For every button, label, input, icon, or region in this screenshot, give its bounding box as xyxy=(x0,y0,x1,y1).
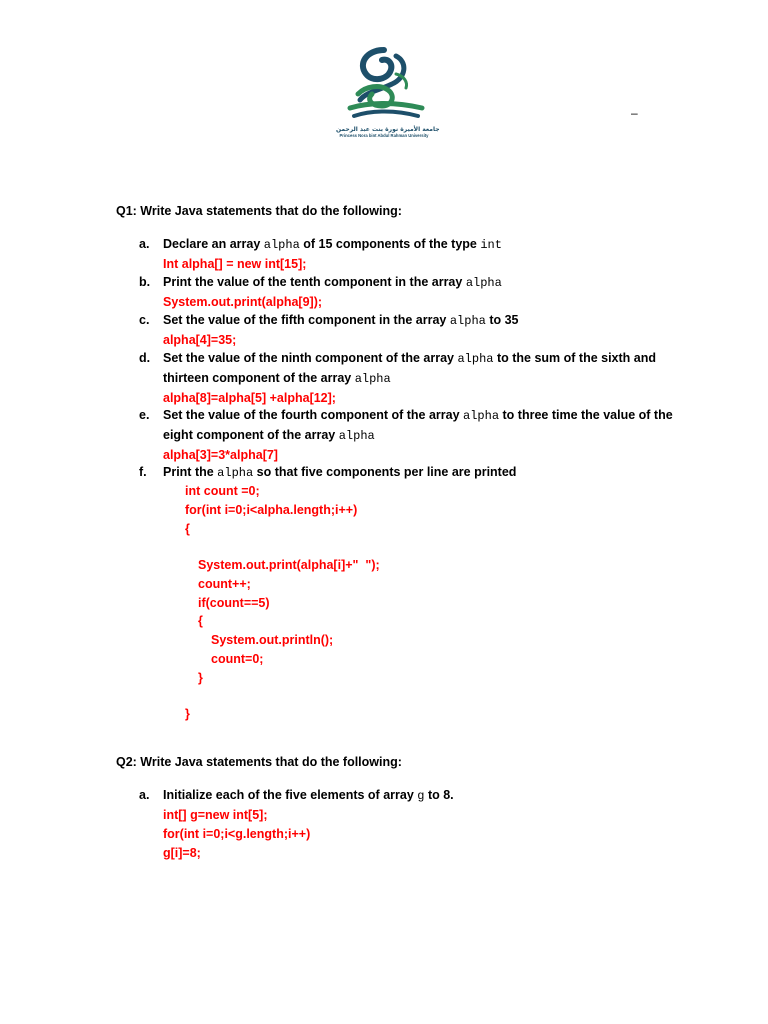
item-label: a. xyxy=(139,237,150,251)
q1-item-f xyxy=(139,463,699,483)
item-text: Set the value of the fourth component of the array xyxy=(163,408,464,422)
header-dash: – xyxy=(631,106,638,120)
item-label: a. xyxy=(139,788,150,802)
item-label: d. xyxy=(139,351,151,365)
item-label: b. xyxy=(139,275,151,289)
code-word: alpha xyxy=(217,466,254,480)
q1-item-e xyxy=(139,406,699,465)
code-line: } xyxy=(198,671,203,685)
code-word: alpha xyxy=(463,409,500,423)
item-text: so that five components per line are printed xyxy=(253,465,517,479)
answer-text: g[i]=8; xyxy=(163,846,201,860)
code-line: for(int i=0;i<alpha.length;i++) xyxy=(185,503,358,517)
item-text: to 35 xyxy=(485,313,519,327)
item-label: e. xyxy=(139,408,150,422)
logo-emblem-icon xyxy=(336,44,432,126)
code-word: alpha xyxy=(449,314,486,328)
code-line: { xyxy=(198,614,203,628)
item-text: Print the xyxy=(163,465,218,479)
item-text: Print the value of the tenth component in the array xyxy=(163,275,466,289)
answer-text: alpha[3]=3*alpha[7] xyxy=(163,448,278,462)
code-line: System.out.println(); xyxy=(211,633,334,647)
code-word: alpha xyxy=(338,429,375,443)
answer-text: alpha[8]=alpha[5] +alpha[12]; xyxy=(163,391,336,405)
item-text: thirteen component of the array xyxy=(163,371,355,385)
item-label: f. xyxy=(139,465,147,479)
item-text: Set the value of the ninth component of the array xyxy=(163,351,458,365)
code-line: count=0; xyxy=(211,652,264,666)
code-line: } xyxy=(185,707,190,721)
code-line: { xyxy=(185,522,190,536)
code-word: int xyxy=(480,238,502,252)
item-text: Set the value of the fifth component in the array xyxy=(163,313,450,327)
q2-title: Q2: Write Java statements that do the following: xyxy=(116,755,402,769)
item-label: c. xyxy=(139,313,150,327)
code-word: alpha xyxy=(457,352,494,366)
item-text: Declare an array xyxy=(163,237,264,251)
item-text: of 15 components of the type xyxy=(299,237,481,251)
answer-text: System.out.print(alpha[9]); xyxy=(163,295,323,309)
q1-item-b xyxy=(139,273,699,312)
code-line: int count =0; xyxy=(185,484,260,498)
item-text: eight component of the array xyxy=(163,428,339,442)
answer-text: Int alpha[] = new int[15]; xyxy=(163,257,307,271)
answer-text: alpha[4]=35; xyxy=(163,333,237,347)
code-word: alpha xyxy=(354,372,391,386)
code-word: g xyxy=(417,789,425,803)
answer-text: int[] g=new int[5]; xyxy=(163,808,268,822)
answer-text: for(int i=0;i<g.length;i++) xyxy=(163,827,311,841)
q1-item-d xyxy=(139,349,699,408)
code-line: System.out.print(alpha[i]+" "); xyxy=(198,558,380,572)
logo-arabic-text: جامعة الأميرة نورة بنت عبد الرحمن xyxy=(336,126,440,133)
code-line: count++; xyxy=(198,577,251,591)
item-text: to three time the value of the xyxy=(499,408,673,422)
code-word: alpha xyxy=(263,238,300,252)
q2-item-a xyxy=(139,786,699,863)
item-text: Initialize each of the five elements of array xyxy=(163,788,418,802)
q1-item-c xyxy=(139,311,699,350)
university-logo xyxy=(336,44,440,148)
q1-title: Q1: Write Java statements that do the following: xyxy=(116,204,402,218)
item-text: to the sum of the sixth and xyxy=(493,351,657,365)
code-line: if(count==5) xyxy=(198,596,270,610)
q1-item-a xyxy=(139,235,699,274)
logo-english-text: Princess Nora bint Abdul Rahman University xyxy=(339,133,429,138)
item-text: to 8. xyxy=(424,788,454,802)
code-word: alpha xyxy=(465,276,502,290)
